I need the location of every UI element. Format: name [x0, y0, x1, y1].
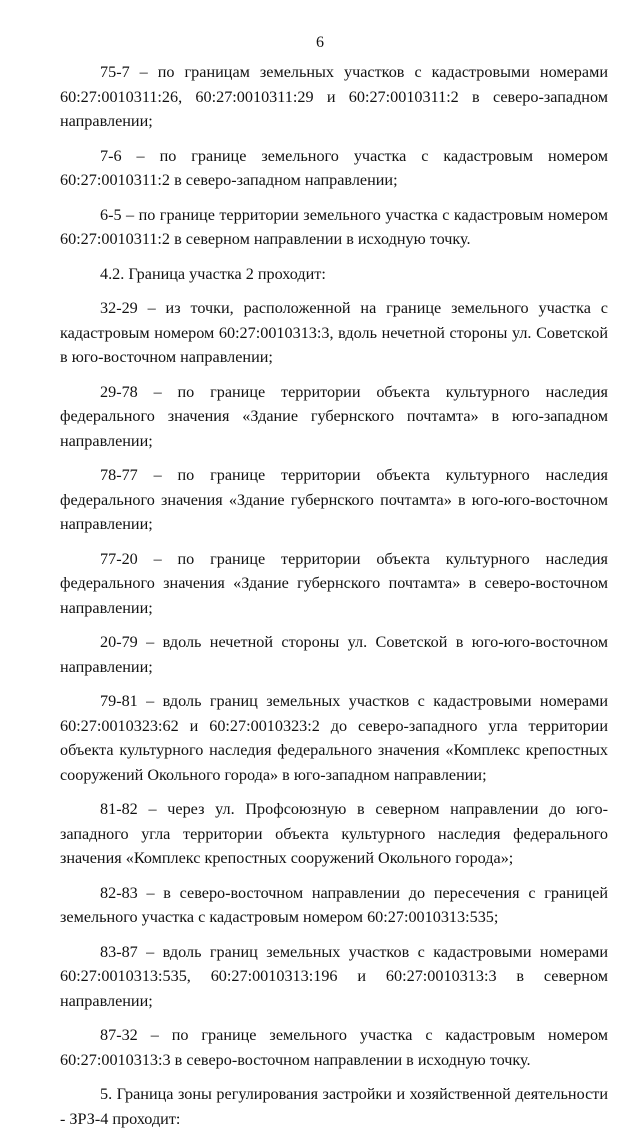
document-body: [60, 60, 608, 1141]
paragraph-6-5: 6-5 – по границе территории земельного участка с кадастровым номером 60:27:0010311:2 в северном направлении в исходную точку.: [60, 205, 608, 248]
paragraph-87-32: 87-32 – по границе земельного участка с кадастровым номером 60:27:0010313:3 в северо-восточном направлении в исходную точку.: [60, 1026, 608, 1069]
section-heading-4-2: 4.2. Граница участка 2 проходит:: [100, 264, 326, 283]
page-number: 6: [316, 34, 324, 51]
paragraph-20-79: 20-79 – вдоль нечетной стороны ул. Советской в юго-юго-восточном направлении;: [60, 633, 608, 676]
paragraph-82-83: 82-83 – в северо-восточном направлении до пересечения с границей земельного участка с кадастровым номером 60:27:0010313:535;: [60, 883, 608, 926]
paragraph-78-77: 78-77 – по границе территории объекта культурного наследия федерального значения «Здание губернского почтамта» в юго-юго-восточном направлении;: [60, 466, 608, 533]
paragraph-75-7: 75-7 – по границам земельных участков с кадастровыми номерами 60:27:0010311:26, 60:27:0010311:29 и 60:27:0010311:2 в северо-западном направлении;: [60, 63, 608, 130]
paragraph-32-29: 32-29 – из точки, расположенной на границе земельного участка с кадастровым номером 60:27:0010313:3, вдоль нечетной стороны ул. Советской в юго-восточном направлении;: [60, 299, 608, 366]
paragraph-79-81: 79-81 – вдоль границ земельных участков с кадастровыми номерами 60:27:0010323:62 и 60:27:0010323:2 до северо-западного угла территории объекта культурного наследия федерального значения «Комплекс крепостных сооружений Окольного города» в юго-западном направлении;: [60, 692, 608, 784]
section-heading-5: 5. Граница зоны регулирования застройки и хозяйственной деятельности - ЗРЗ-4 проходит:: [60, 1085, 608, 1128]
paragraph-77-20: 77-20 – по границе территории объекта культурного наследия федерального значения «Здание губернского почтамта» в северо-восточном направлении;: [60, 549, 608, 617]
paragraph-81-82: 81-82 – через ул. Профсоюзную в северном направлении до юго-западного угла территории объекта культурного наследия федерального значения «Комплекс крепостных сооружений Окольного города»;: [60, 800, 608, 867]
paragraph-83-87: 83-87 – вдоль границ земельных участков с кадастровыми номерами 60:27:0010313:535, 60:27:0010313:196 и 60:27:0010313:3 в северном направлении;: [60, 942, 608, 1010]
paragraph-29-78: 29-78 – по границе территории объекта культурного наследия федерального значения «Здание губернского почтамта» в юго-западном направлении;: [60, 382, 608, 450]
paragraph-7-6: 7-6 – по границе земельного участка с кадастровым номером 60:27:0010311:2 в северо-западном направлении;: [60, 146, 608, 189]
